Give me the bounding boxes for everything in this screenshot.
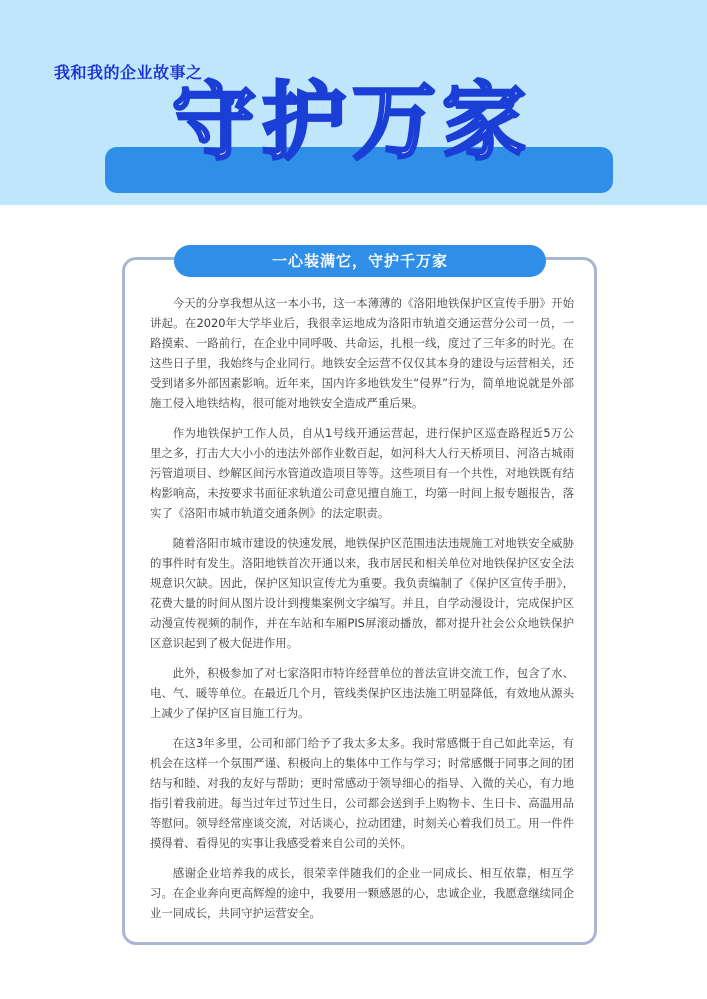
story-paragraph: 感谢企业培养我的成长，很荣幸伴随我们的企业一同成长、相互依靠，相互学习。在企业奔向更高辉煌的途中，我要用一颗感恩的心，忠诚企业，我愿意继续同企业一同成长，共同守护运营安全。 [150,866,574,920]
story-paragraph: 今天的分享我想从这一本小书，这一本薄薄的《洛阳地铁保护区宣传手册》开始讲起。在2020年大学毕业后，我很幸运地成为洛阳市轨道交通运营分公司一员，一路摸索、一路前行，在企业中同呼吸、共命运，扎根一线，度过了三年多的时光。在这些日子里，我始终与企业同行。地铁安全运营不仅仅其本身的建设与运营相关，还受到诸多外部因素影响。近年来，国内许多地铁发生“侵界”行为，简单地说就是外部施工侵入地铁结构，很可能对地铁安全造成严重后果。 [150,296,574,410]
story-subtitle: 一心装满它，守护千万家 [174,245,546,277]
story-paragraph: 此外，积极参加了对七家洛阳市特许经营单位的普法宣讲交流工作，包含了水、电、气、暖等单位。在最近几个月，管线类保护区违法施工明显降低，有效地从源头上减少了保护区盲目施工行为。 [150,666,574,720]
story-paragraph: 随着洛阳市城市建设的快速发展，地铁保护区范围违法违规施工对地铁安全威胁的事件时有发生。洛阳地铁首次开通以来，我市居民和相关单位对地铁保护区安全法规意识欠缺。因此，保护区知识宣传尤为重要。我负责编制了《保护区宣传手册》，花费大量的时间从图片设计到搜集案例文字编写。并且，自学动漫设计，完成保护区动漫宣传视频的制作，并在车站和车厢PIS屏滚动播放，都对提升社会公众地铁保护区意识起到了极大促进作用。 [150,536,574,650]
header-kicker: 我和我的企业故事之 [54,63,203,82]
story-paragraph: 在这3年多里，公司和部门给予了我太多太多。我时常感慨于自己如此幸运，有机会在这样一个氛围严谨、积极向上的集体中工作与学习；时常感慨于同事之间的团结与和睦、对我的友好与帮助；更时常感动于领导细心的指导、入微的关心，有力地指引着我前进。每当过年过节过生日，公司都会送到手上购物卡、生日卡、高温用品等慰问。领导经常座谈交流，对话谈心，拉动团建，时刻关心着我们员工。用一件件摸得着、看得见的实事让我感受着来自公司的关怀。 [150,736,574,850]
story-body [150,293,574,933]
page-title: 守护万家 [172,73,533,171]
story-paragraph: 作为地铁保护工作人员，自从1号线开通运营起，进行保护区巡查路程近5万公里之多，打击大大小小的违法外部作业数百起，如河科大人行天桥项目、河洛古城雨污管道项目、纱解区间污水管道改造项目等等。这些项目有一个共性，对地铁既有结构影响高，未按要求书面征求轨道公司意见擅自施工，均第一时间上报专题报告，落实了《洛阳市城市轨道交通条例》的法定职责。 [150,426,574,520]
